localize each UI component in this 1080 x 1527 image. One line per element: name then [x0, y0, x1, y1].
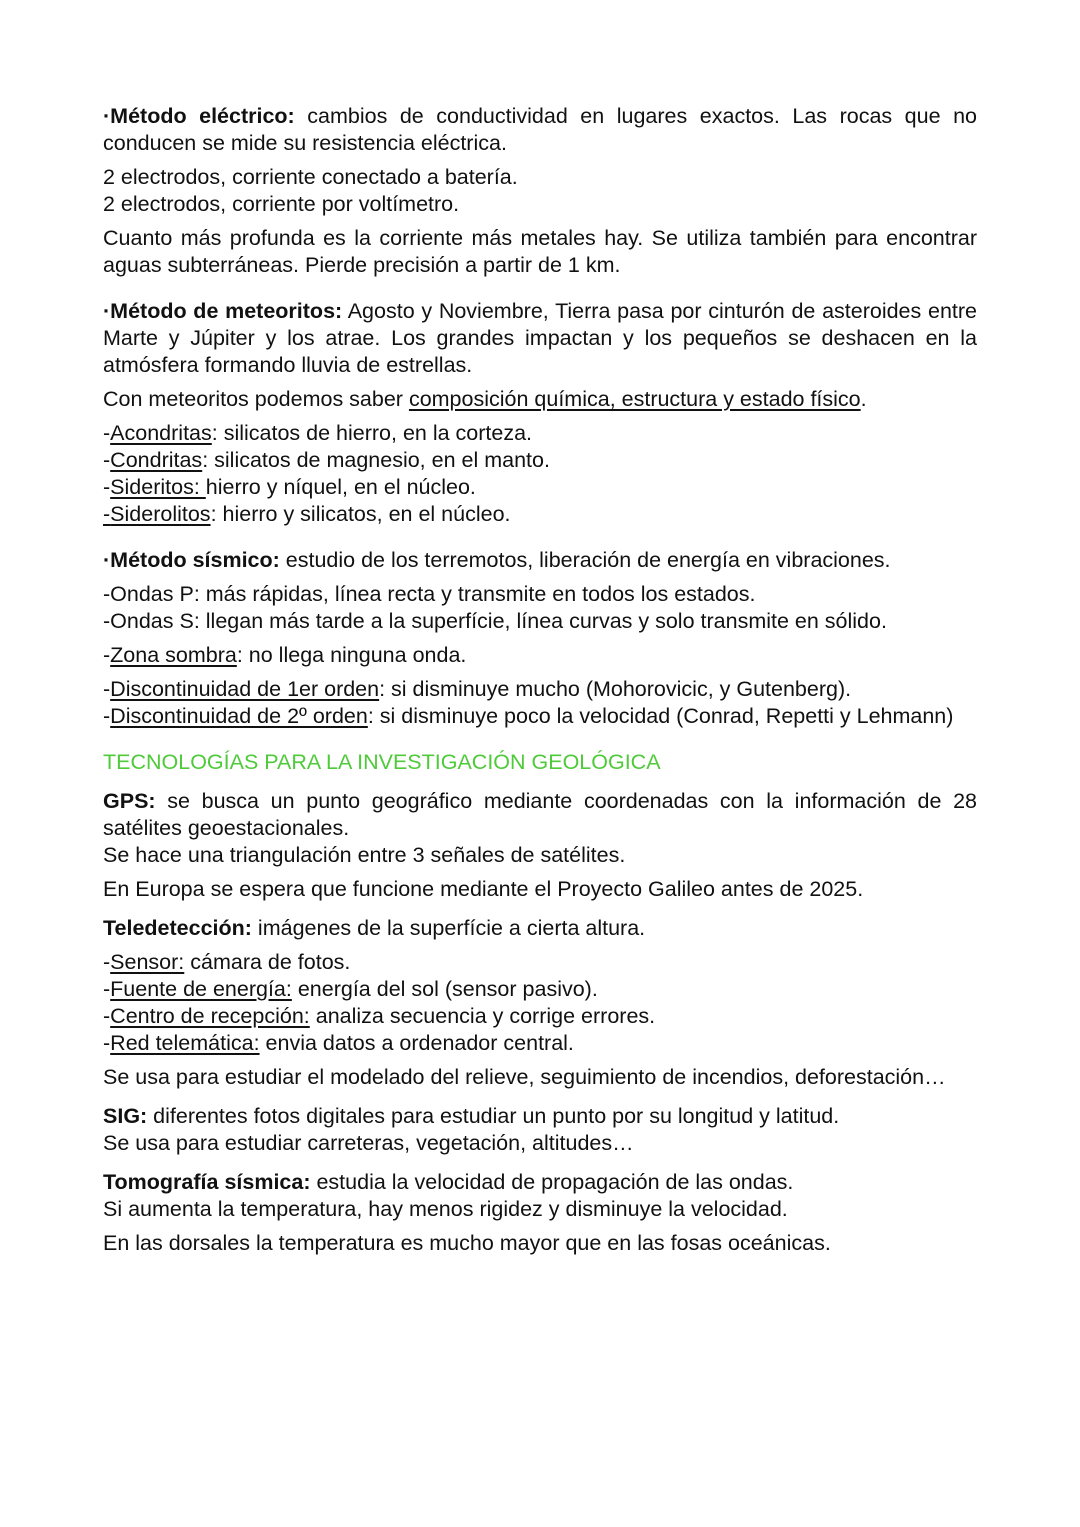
list-item: -Red telemática: envia datos a ordenador central.	[103, 1031, 574, 1055]
gps-title: GPS:	[103, 789, 156, 813]
discontinuidad-2: -Discontinuidad de 2º orden: si disminuye poco la velocidad (Conrad, Repetti y Lehmann)	[103, 704, 954, 728]
section-heading: TECNOLOGÍAS PARA LA INVESTIGACIÓN GEOLÓGICA	[103, 750, 661, 774]
teledeteccion-uso: Se usa para estudiar el modelado del relieve, seguimiento de incendios, deforestación…	[103, 1065, 946, 1089]
electrico-intro: ·Método eléctrico: cambios de conductividad en lugares exactos. Las rocas que no conducen se mide su resistencia eléctrica.	[103, 104, 977, 155]
meteoritos-title: ·Método de meteoritos:	[103, 299, 343, 323]
ondas-s: -Ondas S: llegan más tarde a la superfície, línea curvas y solo transmite en sólido.	[103, 609, 887, 633]
sig-title: SIG:	[103, 1104, 148, 1128]
meteoritos-intro: ·Método de meteoritos: Agosto y Noviembre, Tierra pasa por cinturón de asteroides entre Marte y Júpiter y los atrae. Los grandes impactan y los pequeños se deshacen en la atmósfera formando lluvia de estrellas.	[103, 299, 977, 377]
tomografia-intro: Tomografía sísmica: estudia la velocidad de propagación de las ondas.	[103, 1170, 794, 1194]
gps-intro: GPS: se busca un punto geográfico mediante coordenadas con la información de 28 satélites geoestacionales.	[103, 789, 977, 840]
electrico-paragraph: Cuanto más profunda es la corriente más metales hay. Se utiliza también para encontrar aguas subterráneas. Pierde precisión a partir de 1 km.	[103, 226, 977, 277]
electrico-line-2: 2 electrodos, corriente por voltímetro.	[103, 192, 460, 216]
teledeteccion-intro: Teledetección: imágenes de la superfície a cierta altura.	[103, 916, 646, 940]
ondas-p: -Ondas P: más rápidas, línea recta y transmite en todos los estados.	[103, 582, 756, 606]
teledeteccion-list	[103, 949, 977, 1057]
zona-sombra: -Zona sombra: no llega ninguna onda.	[103, 643, 467, 667]
list-item: -Siderolitos: hierro y silicatos, en el núcleo.	[103, 502, 511, 526]
tomografia-line-2: Si aumenta la temperatura, hay menos rigidez y disminuye la velocidad.	[103, 1197, 788, 1221]
section-tecnologias	[103, 749, 977, 1257]
tomografia-line-3: En las dorsales la temperatura es mucho mayor que en las fosas oceánicas.	[103, 1231, 831, 1255]
list-item: -Sideritos: hierro y níquel, en el núcleo.	[103, 475, 476, 499]
meteorite-types-list	[103, 420, 977, 528]
sig-intro: SIG: diferentes fotos digitales para estudiar un punto por su longitud y latitud.	[103, 1104, 840, 1128]
electrico-title: ·Método eléctrico:	[103, 104, 295, 128]
section-metodo-meteoritos	[103, 298, 977, 528]
electrico-line-1: 2 electrodos, corriente conectado a batería.	[103, 165, 518, 189]
list-item: -Condritas: silicatos de magnesio, en el manto.	[103, 448, 550, 472]
list-item: -Fuente de energía: energía del sol (sensor pasivo).	[103, 977, 598, 1001]
list-item: -Centro de recepción: analiza secuencia y corrige errores.	[103, 1004, 656, 1028]
sig-line-2: Se usa para estudiar carreteras, vegetación, altitudes…	[103, 1131, 634, 1155]
list-item: -Sensor: cámara de fotos.	[103, 950, 351, 974]
teledeteccion-title: Teledetección:	[103, 916, 252, 940]
sismico-intro: ·Método sísmico: estudio de los terremotos, liberación de energía en vibraciones.	[103, 548, 891, 572]
meteoritos-knowledge: Con meteoritos podemos saber composición química, estructura y estado físico.	[103, 387, 867, 411]
discontinuidad-1: -Discontinuidad de 1er orden: si disminuye mucho (Mohorovicic, y Gutenberg).	[103, 677, 852, 701]
gps-europa: En Europa se espera que funcione mediante el Proyecto Galileo antes de 2025.	[103, 877, 864, 901]
gps-line-2: Se hace una triangulación entre 3 señales de satélites.	[103, 843, 626, 867]
section-metodo-electrico	[103, 103, 977, 279]
list-item: -Acondritas: silicatos de hierro, en la corteza.	[103, 421, 533, 445]
sismico-title: ·Método sísmico:	[103, 548, 280, 572]
tomografia-title: Tomografía sísmica:	[103, 1170, 311, 1194]
section-metodo-sismico	[103, 547, 977, 730]
